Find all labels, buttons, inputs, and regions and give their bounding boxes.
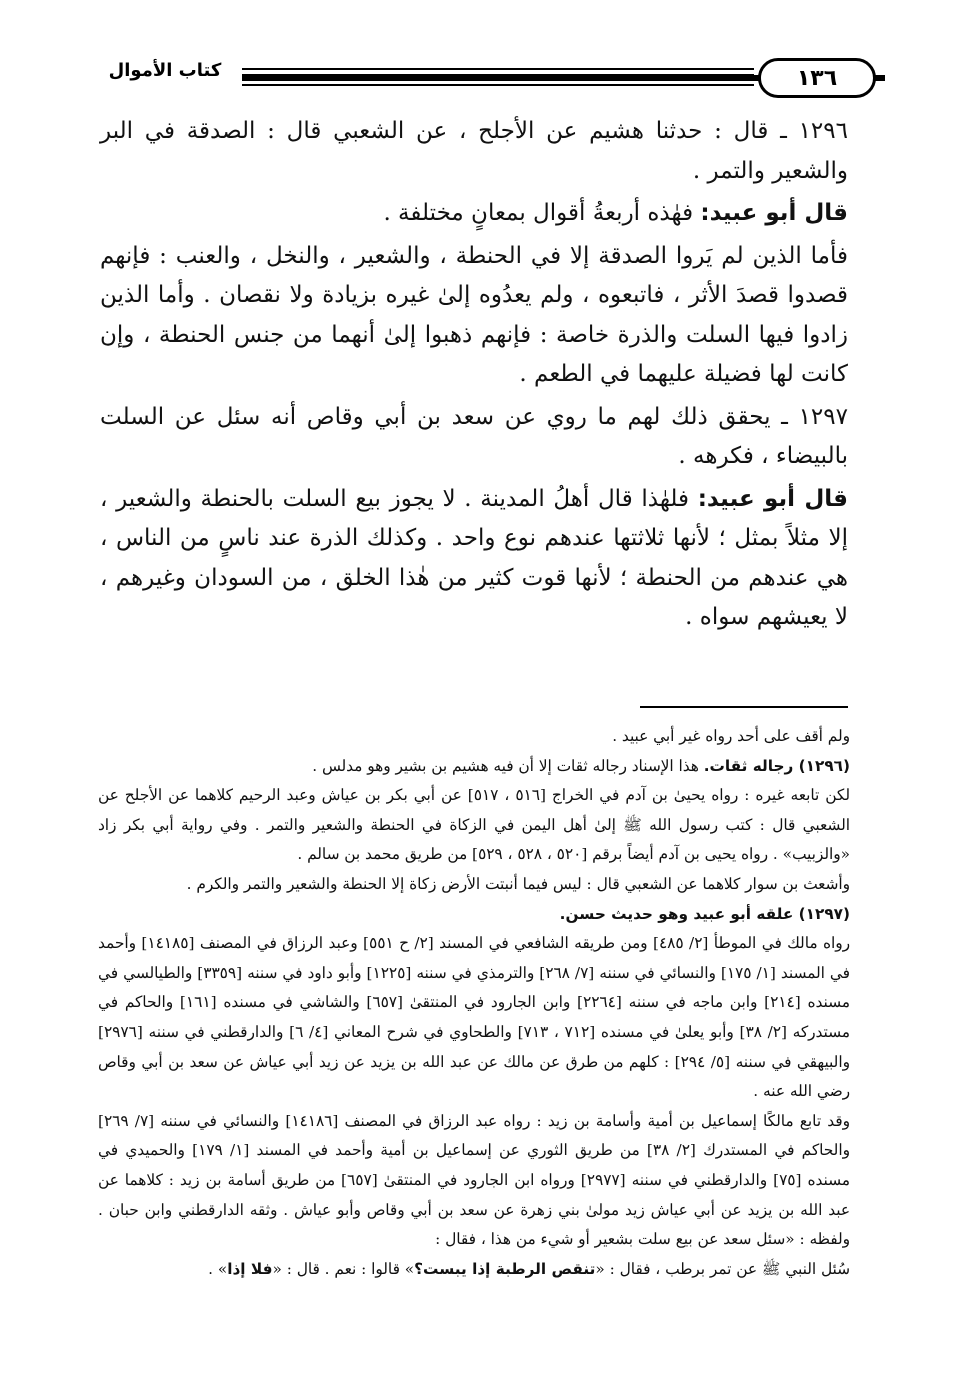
footnote-paragraph: وقد تابع مالكًا إسماعيل بن أمية وأسامة بن زيد : رواه عبد الرزاق في المصنف [١٤١٨٦] والنسائي في سننه [٧/ ٢٦٩] والحاكم في المستدرك [٢/ ٣٨] من طريق الثوري عن إسماعيل بن أمية وأحمد في المسند [١/ ١٧٩] والحميدي في مسنده [٧٥] والدارقطني في سننه [٢٩٧٧] ورواه ابن الجارود في المنتقىٰ [٦٥٧] من طريق أسامة بن زيد : كلاهما عن عبد الله بن يزيد عن أبي عياش زيد مولىٰ بني زهرة عن سعد بن أبي وقاص وأبو عياش . وثقه الدارقطني وابن حبان . ولفظه : «سئل سعد عن بيع سلت بشعير أو شيء من هذا ، فقال : [98, 1111, 850, 1249]
footnote-paragraph: وأشعث بن سوار كلاهما عن الشعبي قال : ليس فيما أنبتت الأرض زكاة إلا الحنطة والشعير والتمر والكرم . [186, 874, 850, 893]
footnote-text: هذا الإسناد رجاله ثقات إلا أن فيه هشيم بن بشير وهو مدلس . [312, 756, 704, 775]
paragraph-abu-ubayd-1 [100, 194, 848, 234]
header-rule-top [242, 68, 754, 70]
footnote-paragraph-last [98, 1255, 850, 1285]
footnote-paragraph: رواه مالك في الموطأ [٢/ ٤٨٥] ومن طريقه الشافعي في المسند [٢/ ح ٥٥١] وعبد الرزاق في المصنف [١٤١٨٥] وأحمد في المسند [١/ ١٧٥] والنسائي في سننه [٧/ ٢٦٨] والترمذي في سننه [١٢٢٥] وأبو داود في سننه [٣٣٥٩] والطيالسي في مسنده [٢١٤] وابن ماجه في سننه [٢٢٦٤] وابن الجارود في المنتقىٰ [٦٥٧] والشاشي في مسنده [١٦١] والحاكم في مستدركه [٢/ ٣٨] وأبو يعلىٰ في مسنده [٧١٢ ، ٧١٣] والطحاوي في شرح المعاني [٤/ ٦] والدارقطني في سننه [٢٩٧٦] والبيهقي في سننه [٥/ ٢٩٤] : كلهم من طرق عن مالك عن عبد الله بن يزيد عن زيد أبي عياش عن سعد بن أبي وقاص رضي الله عنه . [98, 934, 851, 1101]
header-rule-thick [242, 74, 754, 81]
footnote-paragraph: لكن تابعه غيره : رواه يحيىٰ بن آدم في الخراج [٥١٦ ، ٥١٧] عن أبي بكر بن عياش وعبد الرحيم كلاهما عن الأجلح عن الشعبي قال : كتب رسول الله ﷺ إلىٰ أهل اليمن في الزكاة في الحنطة والشعير والتمر . وفي رواية أبي بكر زاد «والزبيب» . رواه يحيى بن آدم أيضاً برقم [٥٢٠ ، ٥٢٨ ، ٥٢٩] من طريق محمد بن سالم . [98, 786, 850, 864]
page-header [70, 56, 892, 106]
paragraph-text: فلهٰذا قال أهلُ المدينة . لا يجوز بيع السلت بالحنطة والشعير ، إلا مثلاً بمثل ؛ لأنها ثلاثتها عندهم نوع واحد . وكذلك الذرة عند ناسٍ من الناس ، هي عندهم من الحنطة ؛ لأنها قوت كثير من هٰذا الخلق ، من السودان وغيرهم ، لا يعيشهم سواه . [100, 485, 848, 630]
page-number: ١٣٦ [758, 58, 876, 98]
footnote-number: (١٢٩٧) [798, 904, 850, 923]
footnote-separator [640, 706, 848, 708]
paragraph-explanation: فأما الذين لم يَروا الصدقة إلا في الحنطة ، والشعير ، والنخل ، والعنب : فإنهم قصدوا قصدَ الأثر ، فاتبعوه ، ولم يعدُوه إلىٰ غيره بزيادة ولا نقصان . وأما الذين زادوا فيها السلت والذرة خاصة : فإنهم ذهبوا إلىٰ أنهما من جنس الحنطة ، وإن كانت لها فضيلة عليهما في الطعم . [100, 242, 848, 387]
footnote-continuation: ولم أقف على أحد رواه غير أبي عبيد . [612, 727, 850, 745]
main-text [100, 112, 848, 641]
header-rule-thin [242, 84, 754, 86]
footnote-1296 [98, 752, 850, 782]
speaker-label: قال أبو عبيد: [697, 485, 848, 512]
footnote-heading: رجاله ثقات. [703, 756, 799, 775]
paragraph-1296: ١٢٩٦ ـ قال : حدثنا هشيم عن الأجلح ، عن الشعبي قال : الصدقة في البر والشعير والتمر . [100, 118, 848, 184]
footnote-number: (١٢٩٦) [798, 756, 850, 775]
footnote-heading: علقه أبو عبيد وهو حديث حسن. [559, 904, 799, 923]
footnote-text: » قالوا : نعم . قال : « [272, 1259, 415, 1278]
paragraph-1297: ١٢٩٧ ـ يحقق ذلك لهم ما روي عن سعد بن أبي وقاص أنه سئل عن السلت بالبيضاء ، فكرهه . [100, 403, 848, 469]
paragraph-text: فهٰذه أربعةُ أقوال بمعانٍ مختلفة . [383, 200, 701, 226]
hadith-quote: فلا إذا [227, 1259, 273, 1278]
paragraph-abu-ubayd-2 [100, 480, 848, 638]
book-title: كتاب الأموال [108, 60, 222, 81]
footnotes [98, 722, 850, 1284]
footnote-text: » . [208, 1259, 228, 1278]
footnote-text: سُئل النبي ﷺ عن تمر برطب ، فقال : « [595, 1259, 850, 1278]
hadith-quote: تنقص الرطبة إذا يبست؟ [414, 1259, 596, 1278]
footnote-1297 [98, 900, 850, 930]
speaker-label: قال أبو عبيد: [700, 200, 848, 226]
